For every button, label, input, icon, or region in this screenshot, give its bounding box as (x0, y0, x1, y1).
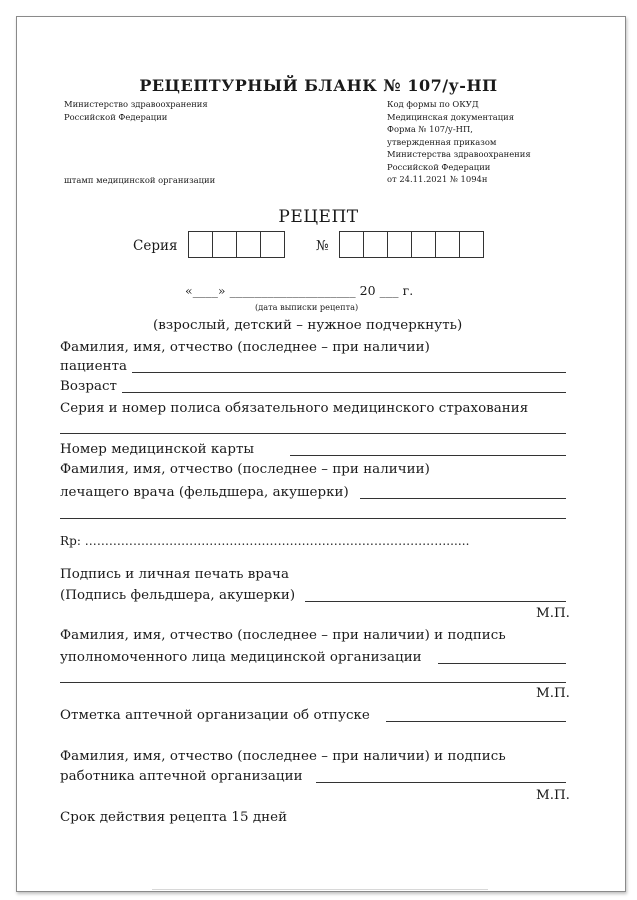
age-label: Возраст (60, 379, 118, 394)
series-digit-box[interactable] (260, 231, 285, 258)
card-label: Номер медицинской карты (60, 442, 255, 457)
seal-mark: М.П. (536, 788, 570, 803)
form-code-line: Министерства здравоохранения (387, 149, 531, 159)
doctor-name-field-2[interactable] (60, 518, 566, 519)
policy-label: Серия и номер полиса обязательного медицинского страхования (60, 401, 529, 416)
series-label: Серия (133, 238, 178, 254)
series-digit-box[interactable] (188, 231, 213, 258)
seal-mark: М.П. (536, 686, 570, 701)
pharmacist-field[interactable] (316, 782, 566, 783)
ministry-block (64, 98, 208, 124)
patient-name-field[interactable] (132, 372, 566, 373)
authorized-person-label: Фамилия, имя, отчество (последнее – при наличии) и подпись (60, 628, 506, 643)
form-code-line: от 24.11.2021 № 1094н (387, 174, 488, 184)
number-boxes (340, 231, 484, 258)
series-digit-box[interactable] (236, 231, 261, 258)
number-digit-box[interactable] (339, 231, 364, 258)
doctor-name-label-2: лечащего врача (фельдшера, акушерки) (60, 485, 349, 500)
pharmacist-label: Фамилия, имя, отчество (последнее – при наличии) и подпись (60, 749, 506, 764)
doctor-signature-label-2: (Подпись фельдшера, акушерки) (60, 588, 296, 603)
footer-divider (152, 889, 488, 890)
form-code-line: Форма № 107/у-НП, (387, 124, 473, 134)
recipe-heading: РЕЦЕПТ (278, 207, 359, 227)
patient-type: (взрослый, детский – нужное подчеркнуть) (153, 318, 463, 333)
number-digit-box[interactable] (459, 231, 484, 258)
form-title: РЕЦЕПТУРНЫЙ БЛАНК № 107/у-НП (139, 76, 498, 95)
series-digit-box[interactable] (212, 231, 237, 258)
doctor-signature-field[interactable] (305, 601, 566, 602)
form-code-line: Код формы по ОКУД (387, 99, 479, 109)
authorized-person-field[interactable] (438, 663, 566, 664)
form-code-line: Медицинская документация (387, 111, 514, 122)
pharmacy-mark-label: Отметка аптечной организации об отпуске (60, 708, 370, 723)
doctor-name-label: Фамилия, имя, отчество (последнее – при наличии) (60, 462, 430, 477)
authorized-person-field-2[interactable] (60, 682, 566, 683)
series-boxes (189, 231, 285, 258)
policy-field[interactable] (60, 433, 566, 434)
authorized-person-label-2: уполномоченного лица медицинской организации (60, 650, 422, 665)
pharmacy-mark-field[interactable] (386, 721, 566, 722)
doctor-name-field[interactable] (360, 498, 566, 499)
seal-mark: М.П. (536, 606, 570, 621)
form-code-line: Российской Федерации (387, 161, 491, 172)
age-field[interactable] (122, 392, 566, 393)
form-code-block (387, 98, 531, 186)
number-digit-box[interactable] (435, 231, 460, 258)
doctor-signature-label: Подпись и личная печать врача (60, 567, 289, 582)
number-digit-box[interactable] (363, 231, 388, 258)
patient-name-label: Фамилия, имя, отчество (последнее – при наличии) (60, 340, 430, 355)
ministry-line: Российской Федерации (64, 112, 168, 122)
card-field[interactable] (290, 455, 566, 456)
ministry-line: Министерство здравоохранения (64, 99, 208, 109)
pharmacist-label-2: работника аптечной организации (60, 769, 303, 784)
number-label: № (316, 238, 329, 254)
date-line[interactable]: «____» ____________________ 20 ___ г. (185, 283, 414, 298)
form-code-line: утвержденная приказом (387, 136, 497, 147)
number-digit-box[interactable] (411, 231, 436, 258)
date-caption: (дата выписки рецепта) (255, 302, 359, 312)
stamp-label: штамп медицинской организации (64, 175, 216, 185)
validity-text: Срок действия рецепта 15 дней (60, 810, 288, 825)
number-digit-box[interactable] (387, 231, 412, 258)
patient-name-label-2: пациента (60, 359, 128, 374)
rp-line[interactable]: Rp: ………………………………………………………………………………...... (60, 534, 470, 548)
